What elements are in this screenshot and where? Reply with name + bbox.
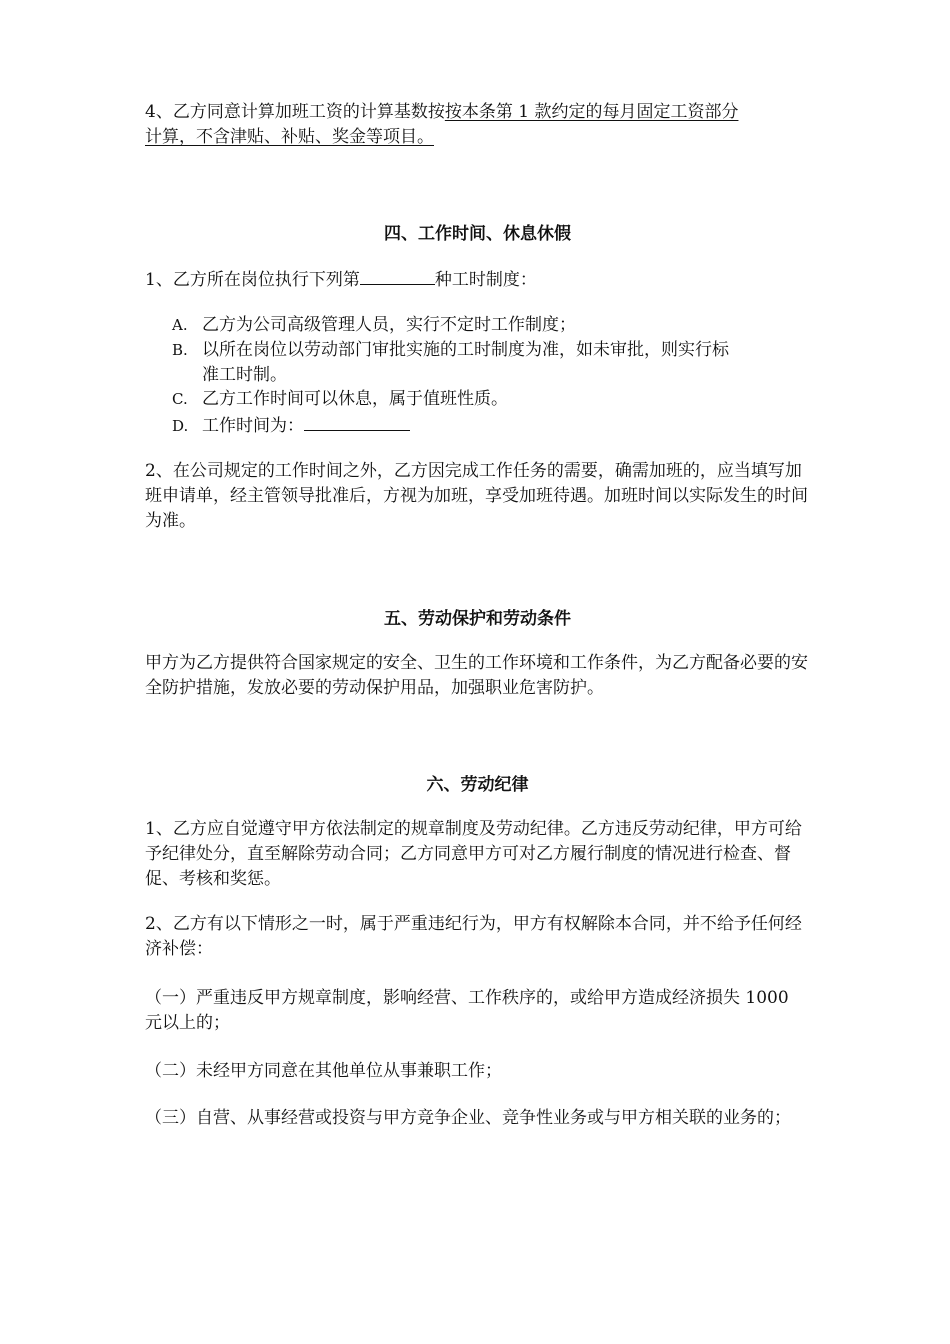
- item1-suffix: 种工时制度：: [434, 270, 537, 290]
- violation-3: （三）自营、从事经营或投资与甲方竞争企业、竞争性业务或与甲方相关联的业务的；: [145, 1108, 791, 1128]
- option-a: [172, 313, 812, 338]
- option-label: B.: [172, 341, 188, 359]
- option-text: 乙方工作时间可以休息，属于值班性质。: [202, 389, 508, 409]
- clause-3-item-4: [145, 100, 810, 150]
- section-4-title: 四、工作时间、休息休假: [384, 224, 571, 244]
- section-4-item-1: [145, 266, 810, 293]
- item1-prefix: 1、乙方所在岗位执行下列第: [145, 270, 360, 290]
- section-6-title: 六、劳动纪律: [426, 775, 529, 795]
- item4-prefix: 4、乙方同意计算加班工资的计算基数按: [145, 102, 445, 122]
- option-text: 乙方为公司高级管理人员，实行不定时工作制度；: [202, 315, 576, 335]
- item4-underlined-a: 按本条第 1 款约定的每月固定工资部分: [444, 102, 739, 122]
- option-label: D.: [172, 417, 189, 435]
- option-label: A.: [172, 316, 188, 334]
- section-5-body: 甲方为乙方提供符合国家规定的安全、卫生的工作环境和工作条件，为乙方配备必要的安全防护措施，发放必要的劳动保护用品，加强职业危害防护。: [145, 653, 808, 698]
- section-4-item-2: 2、在公司规定的工作时间之外，乙方因完成工作任务的需要，确需加班的，应当填写加班申请单，经主管领导批准后，方视为加班，享受加班待遇。加班时间以实际发生的时间为准。: [145, 461, 808, 531]
- option-d: [172, 412, 812, 439]
- item4-underlined-b: 计算，不含津贴、补贴、奖金等项目。: [145, 127, 434, 147]
- section-6-item-1: 1、乙方应自觉遵守甲方依法制定的规章制度及劳动纪律。乙方违反劳动纪律，甲方可给予纪律处分，直至解除劳动合同；乙方同意甲方可对乙方履行制度的情况进行检查、督促、考核和奖惩。: [145, 819, 802, 889]
- option-text: 工作时间为：: [202, 416, 304, 436]
- hours-system-blank: [360, 266, 435, 285]
- violation-2: （二）未经甲方同意在其他单位从事兼职工作；: [145, 1061, 502, 1081]
- option-b: [172, 338, 812, 387]
- violation-1: （一）严重违反甲方规章制度，影响经营、工作秩序的，或给甲方造成经济损失 1000 元以上的；: [145, 988, 789, 1033]
- section-6-item-2: 2、乙方有以下情形之一时，属于严重违纪行为，甲方有权解除本合同，并不给予任何经济补偿：: [145, 914, 802, 959]
- option-text-continued: 准工时制。: [202, 364, 287, 385]
- working-hours-blank: [304, 412, 410, 431]
- option-c: [172, 387, 812, 412]
- option-text: 以所在岗位以劳动部门审批实施的工时制度为准，如未审批，则实行标: [202, 340, 729, 360]
- option-label: C.: [172, 390, 188, 408]
- section-5-title: 五、劳动保护和劳动条件: [384, 609, 571, 629]
